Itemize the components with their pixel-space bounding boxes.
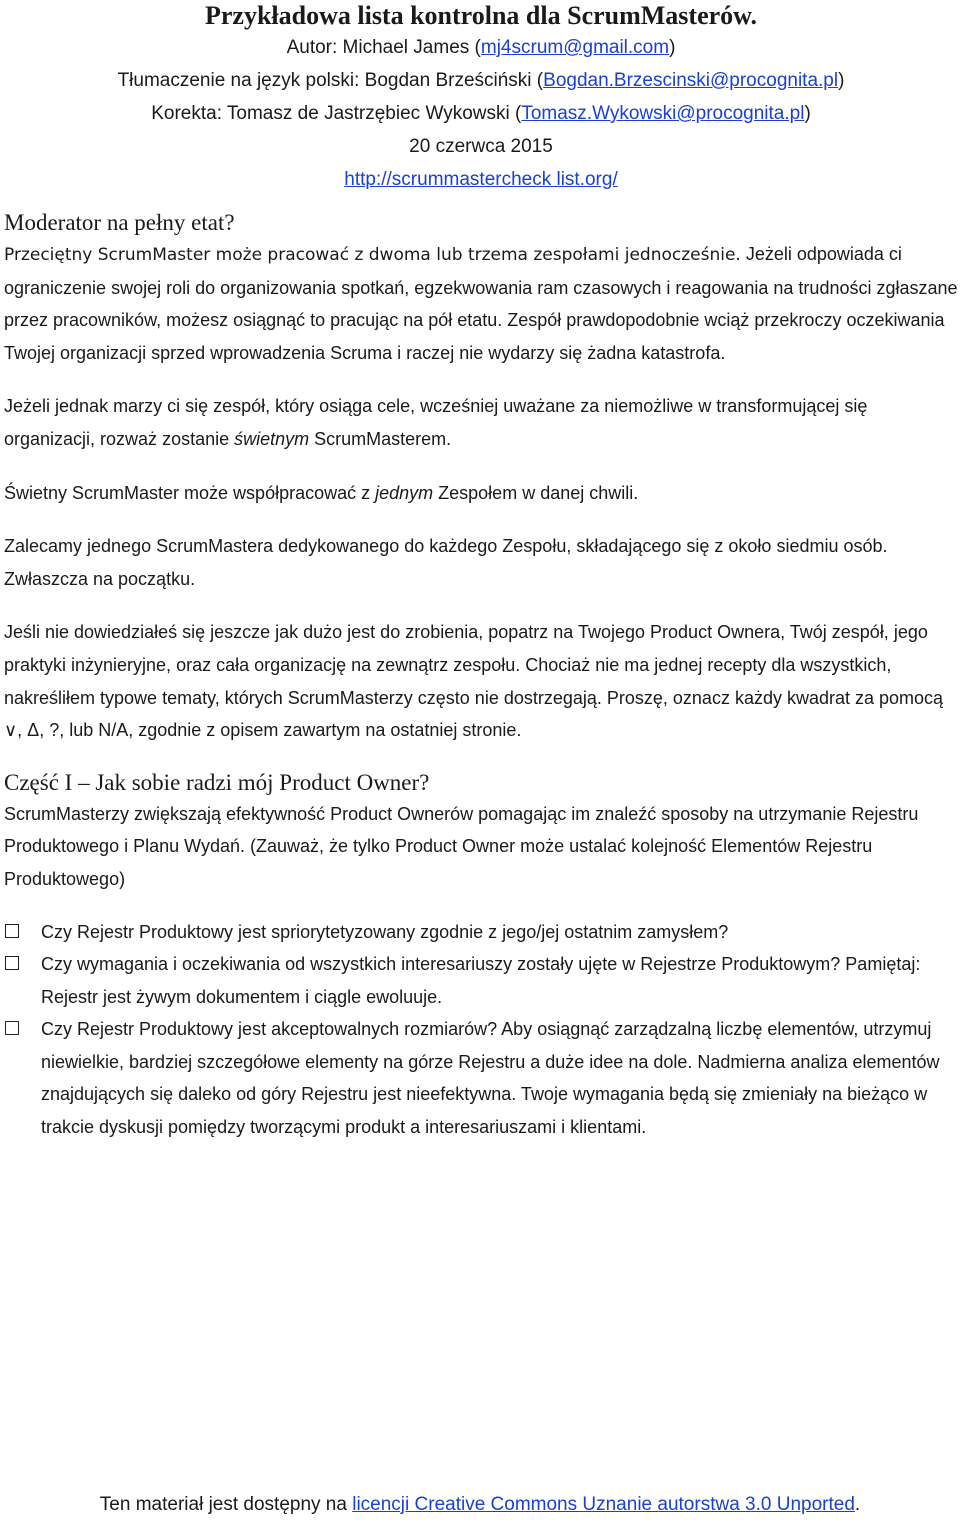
checklist-item-text: Czy wymagania i oczekiwania od wszystkich interesariuszy zostały ujęte w Rejestrze Produktowym? Pamiętaj: Rejestr jest żywym dokumentem i ciągle ewoluuje.: [41, 954, 921, 1007]
paragraph-intro: [4, 238, 958, 369]
website-link[interactable]: http://scrummastercheck list.org/: [344, 169, 618, 190]
checkbox-icon[interactable]: [5, 956, 19, 970]
paragraph-text: ScrumMasterem.: [309, 428, 452, 449]
document-date: 20 czerwca 2015: [409, 136, 553, 157]
paragraph-great-scrummaster: [4, 390, 958, 455]
checklist-item-text: Czy Rejestr Produktowy jest akceptowalnych rozmiarów? Aby osiągnąć zarządzalną liczbę elementów, utrzymuj niewielkie, bardziej szczegółowe elementy na górze Rejestru a duże idee na dole. Nadmierna analiza elementów znajdujących się daleko od góry Rejestru jest nieefektywna. Twoje wymagania będą się zmieniały na bieżąco w trakcie dyskusji pomiędzy tworzącymi produkt a interesariuszami i klientami.: [41, 1019, 940, 1138]
checklist-product-owner: [4, 916, 958, 1144]
translator-line: [4, 64, 958, 97]
translator-suffix: ): [838, 70, 845, 91]
footer-text: Ten materiał jest dostępny na: [99, 1494, 353, 1515]
proofreader-label: Korekta: Tomasz de Jastrzębiec Wykowski (: [151, 103, 522, 124]
paragraph-instructions: Jeśli nie dowiedziałeś się jeszcze jak dużo jest do zrobienia, popatrz na Twojego Product Ownera, Twój zespół, jego praktyki inżynieryjne, oraz cała organizację na zewnątrz zespołu. Chociaż nie ma jednej recepty dla wszystkich, nakreśliłem typowe tematy, których ScrumMasterzy często nie dostrzegają. Proszę, oznacz każdy kwadrat za pomocą ∨, Δ, ?, lub N/A, zgodnie z opisem zawartym na ostatniej stronie.: [4, 622, 944, 741]
checklist-item-text: Czy Rejestr Produktowy jest spriorytetyzowany zgodnie z jego/jej ostatnim zamysłem?: [41, 921, 729, 942]
author-email-link[interactable]: mj4scrum@gmail.com: [480, 37, 670, 58]
paragraph-text: Świetny ScrumMaster może współpracować z: [4, 482, 376, 503]
paragraph-intro-lead: Przeciętny ScrumMaster może pracować z dwoma lub trzema zespołami jednocześnie.: [4, 245, 741, 265]
emphasis-text: jednym: [375, 482, 434, 503]
author-line: [4, 31, 958, 64]
author-label: Autor: Michael James (: [286, 37, 481, 58]
footer-suffix: .: [854, 1494, 861, 1515]
paragraph-intro-body: Jeżeli odpowiada ci ograniczenie swojej roli do organizowania spotkań, egzekwowania ram czasowych i reagowania na trudności zgłaszane przez pracowników, możesz osiągnąć to pracując na pół etatu. Zespół prawdopodobnie wciąż przekroczy oczekiwania Twojej organizacji sprzed wprowadzenia Scruma i raczej nie wydarzy się żadna katastrofa.: [4, 244, 958, 363]
section-heading-product-owner: Część I – Jak sobie radzi mój Product Owner?: [4, 769, 430, 795]
document-title: Przykładowa lista kontrolna dla ScrumMasterów.: [204, 1, 758, 30]
license-footer: [0, 1490, 960, 1520]
author-suffix: ): [669, 37, 676, 58]
translator-email-link[interactable]: Bogdan.Brzescinski@procognita.pl: [543, 70, 839, 91]
proofreader-email-link[interactable]: Tomasz.Wykowski@procognita.pl: [521, 103, 805, 124]
checkbox-icon[interactable]: [5, 1021, 19, 1035]
proofreader-suffix: ): [804, 103, 811, 124]
checklist-item: [4, 916, 958, 949]
paragraph-product-owner-intro: ScrumMasterzy zwiększają efektywność Product Ownerów pomagając im znaleźć sposoby na utrzymanie Rejestru Produktowego i Planu Wydań. (Zauważ, że tylko Product Owner może ustalać kolejność Elementów Rejestru Produktowego): [4, 803, 919, 889]
paragraph-text: Jeżeli jednak marzy ci się zespół, który osiąga cele, wcześniej uważane za niemożliwe w transformującej się organizacji, rozważ zostanie: [4, 396, 868, 449]
document-page: [4, 0, 958, 1144]
section-heading-full-time: Moderator na pełny etat?: [4, 210, 235, 235]
translator-label: Tłumaczenie na język polski: Bogdan Brześciński (: [117, 70, 544, 91]
emphasis-text: świetnym: [234, 428, 310, 449]
license-link[interactable]: licencji Creative Commons Uznanie autorstwa 3.0 Unported: [352, 1494, 855, 1515]
paragraph-recommendation: Zalecamy jednego ScrumMastera dedykowanego do każdego Zespołu, składającego się z około siedmiu osób. Zwłaszcza na początku.: [4, 536, 888, 589]
paragraph-text: Zespołem w danej chwili.: [433, 482, 639, 503]
document-meta: [4, 31, 958, 196]
checkbox-icon[interactable]: [5, 924, 19, 938]
proofreader-line: [4, 97, 958, 130]
checklist-item: [4, 948, 958, 1013]
checklist-item: [4, 1013, 958, 1143]
paragraph-one-team: [4, 477, 958, 510]
